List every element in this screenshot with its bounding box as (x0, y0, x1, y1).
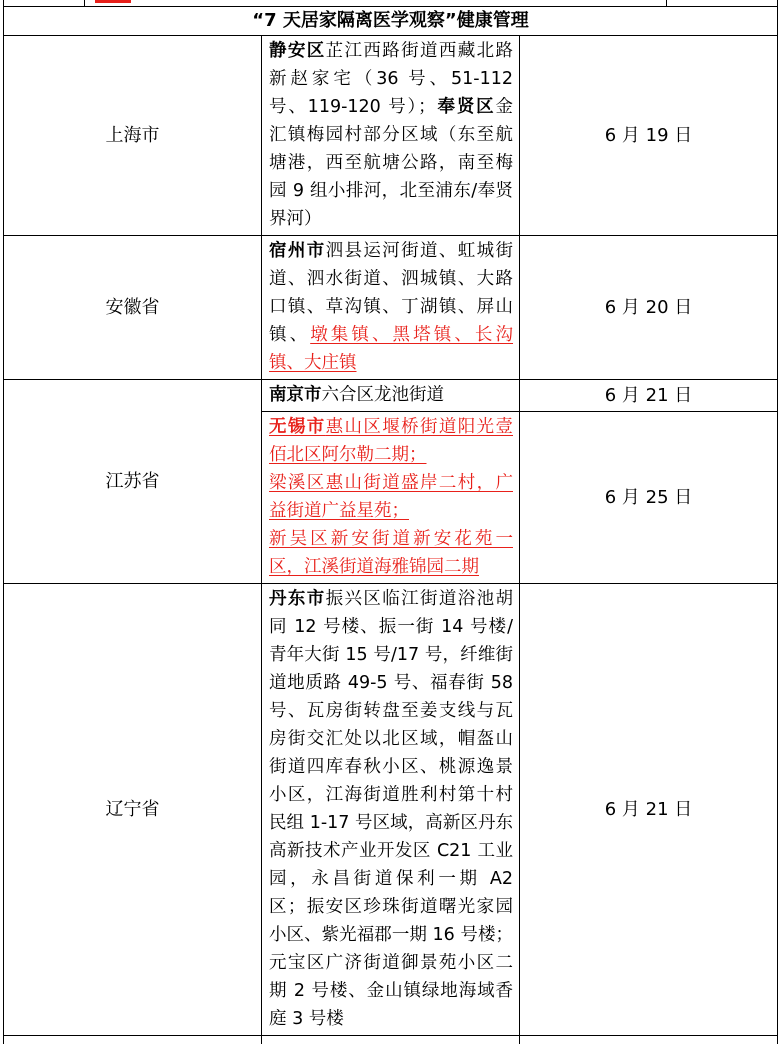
area-text: 振兴区临江街道浴池胡同 12 号楼、振一街 14 号楼/青年大街 15 号/17 号，纤维街道地质路 49-5 号、福春街 58 号、瓦房街转盘至姜支线与瓦房街交汇处以北区域，帽盔山街道四库春秋小区、桃源逸景小区，江海街道胜利村第十村民组 1-17 号区域，高新区丹东高新技术产业开发区 C21 工业园，永昌街道保利一期 A2 区；振安区珍珠街道曙光家园小区、紫光福郡一期 16 号楼；元宝区广济街道御景苑小区二期 2 号楼、金山镇绿地海域香庭 3 号楼 (269, 589, 513, 1029)
city-name: 奉贤区 (436, 97, 496, 117)
area-text: 芷江西路街道西藏北路新赵家宅（36 号、51-112 号、119-120 号）； (269, 41, 513, 117)
city-name: 静安区 (269, 41, 326, 61)
date-cell: 6 月 21 日 (520, 380, 778, 412)
area-text: 新吴区新安街道新安花苑一区，江溪街道海雅锦园二期 (269, 529, 513, 577)
table-row (4, 236, 778, 380)
area-cell (262, 412, 520, 584)
province-cell: 江苏省 (4, 380, 262, 584)
date-cell: 6 月 20 日 (520, 236, 778, 380)
province-cell: 安徽省 (4, 236, 262, 380)
area-text: 金汇镇梅园村部分区域（东至航塘港，西至航塘公路，南至梅园 9 组小排河，北至浦东/奉贤界河） (269, 97, 513, 229)
area-text: 泗县运河街道、虹城街道、泗水街道、泗城镇、大路口镇、草沟镇、丁湖镇、屏山镇、 (269, 241, 513, 345)
area-cell (262, 236, 520, 380)
city-name: 丹东市 (269, 589, 326, 609)
area-cell (262, 380, 520, 412)
table-row (4, 380, 778, 412)
area-text: 惠山区堰桥街道阳光壹佰北区阿尔勒二期； (269, 417, 513, 465)
health-management-table (3, 6, 778, 1044)
new-area-text: 墩集镇、黑塔镇、长沟镇、大庄镇 (269, 325, 513, 373)
red-underline-fragment (95, 0, 131, 3)
city-name: 无锡市 (269, 417, 326, 437)
next-row-fragment (4, 1036, 778, 1044)
area-cell (262, 584, 520, 1036)
city-name: 南京市 (269, 385, 322, 405)
table-row (4, 36, 778, 236)
section-title-row (4, 7, 778, 36)
province-cell: 辽宁省 (4, 584, 262, 1036)
area-text: 梁溪区惠山街道盛岸二村，广益街道广益星苑； (269, 473, 513, 521)
area-cell (262, 36, 520, 236)
city-name: 宿州市 (269, 241, 326, 261)
date-cell: 6 月 21 日 (520, 584, 778, 1036)
section-title: “7 天居家隔离医学观察”健康管理 (4, 7, 778, 36)
date-cell: 6 月 19 日 (520, 36, 778, 236)
province-cell: 上海市 (4, 36, 262, 236)
date-cell: 6 月 25 日 (520, 412, 778, 584)
table-row (4, 584, 778, 1036)
area-text: 六合区龙池街道 (322, 385, 445, 405)
